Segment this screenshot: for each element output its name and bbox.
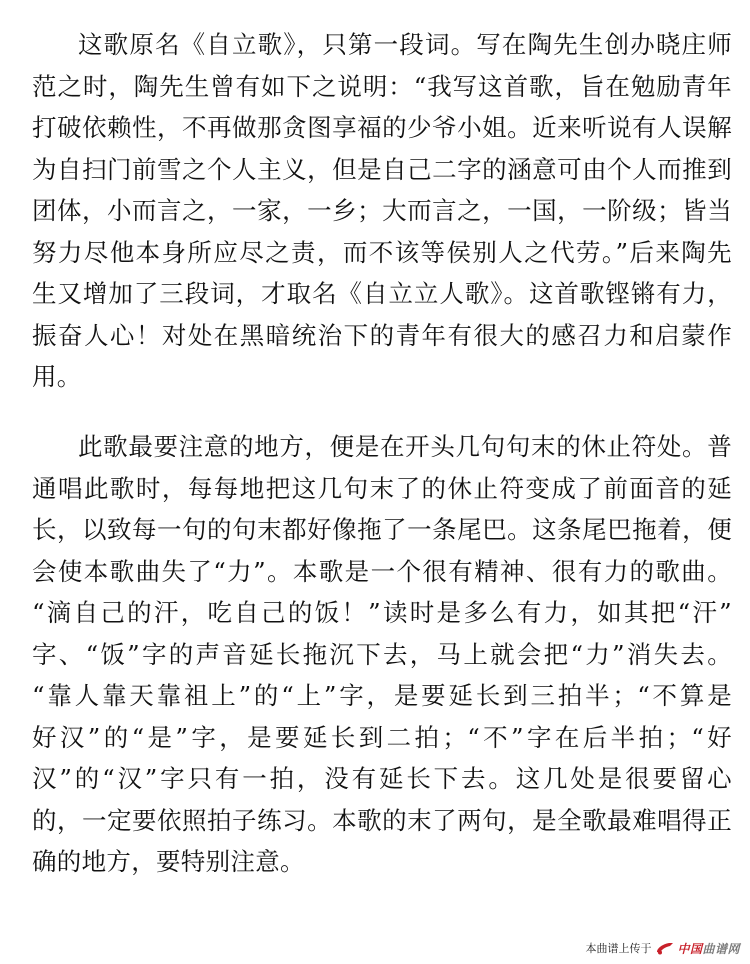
- text-line: 为自扫门前雪之个人主义，但是自己二字的涵意可由个人而推到: [32, 154, 732, 184]
- text-line: 团体，小而言之，一家，一乡；大而言之，一国，一阶级；皆当: [32, 196, 732, 225]
- logo-suffix: 曲谱网: [702, 941, 740, 956]
- text-line: “滴自己的汗，吃自己的饭！”读时是多么有力，如其把“汗”: [32, 598, 732, 627]
- text-line: “靠人靠天靠祖上”的“上”字，是要延长到三拍半；“不算是: [32, 681, 732, 710]
- text-line: 生又增加了三段词，才取名《自立立人歌》。这首歌铿锵有力，: [32, 279, 732, 308]
- text-line: 此歌最要注意的地方，便是在开头几句句末的休止符处。普: [78, 432, 732, 461]
- text-line: 好汉”的“是”字，是要延长到二拍；“不”字在后半拍；“好: [32, 722, 732, 752]
- paragraph-song-origin: [32, 24, 732, 398]
- text-line: 努力尽他本身所应尽之责，而不该等侯别人之代劳。”后来陶先: [32, 237, 732, 267]
- logo-name: 中国: [677, 941, 703, 956]
- text-line: 的，一定要依照拍子练习。本歌的末了两句，是全歌最难唱得正: [32, 805, 732, 835]
- text-line: 用。: [32, 362, 82, 391]
- text-line: 长，以致每一句的句末都好像拖了一条尾巴。这条尾巴拖着，便: [32, 515, 732, 544]
- music-note-logo-icon: [655, 941, 675, 955]
- text-line: 通唱此歌时，每每地把这几句末了的休止符变成了前面音的延: [32, 473, 732, 503]
- text-line: 字、“饭”字的声音延长拖沉下去，马上就会把“力”消失去。: [32, 639, 732, 669]
- upload-caption: 本曲谱上传于: [585, 942, 652, 955]
- paragraph-singing-notes: [32, 426, 732, 883]
- text-line: 这歌原名《自立歌》，只第一段词。写在陶先生创办晓庄师: [78, 30, 732, 59]
- text-line: 确的地方，要特别注意。: [32, 847, 305, 876]
- text-line: 范之时，陶先生曾有如下之说明：“我写这首歌，旨在勉励青年: [32, 71, 732, 101]
- site-logo[interactable]: [655, 940, 740, 957]
- text-line: 打破依赖性，不再做那贪图享福的少爷小姐。近来听说有人误解: [32, 113, 732, 142]
- text-line: 汉”的“汉”字只有一拍，没有延长下去。这几处是很要留心: [32, 764, 732, 793]
- watermark-footer: [585, 938, 740, 958]
- text-line: 会使本歌曲失了“力”。本歌是一个很有精神、很有力的歌曲。: [32, 556, 732, 586]
- text-line: 振奋人心！对处在黑暗统治下的青年有很大的感召力和启蒙作: [32, 320, 732, 350]
